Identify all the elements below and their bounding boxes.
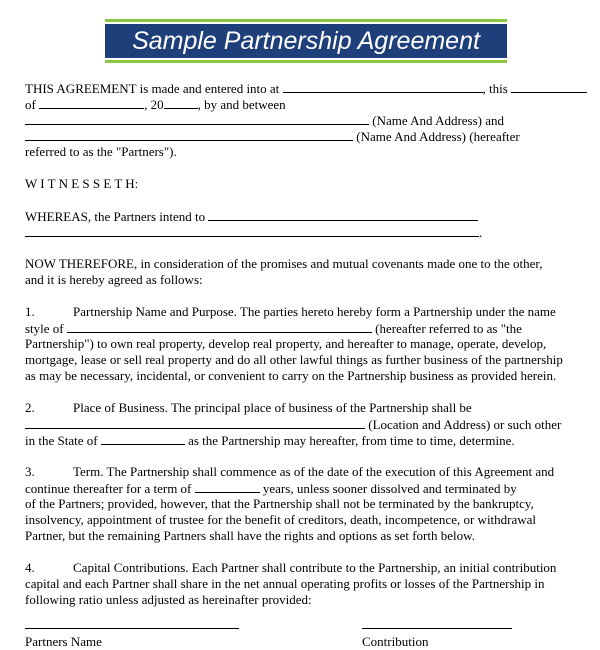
section-1-line-2	[25, 320, 585, 336]
intro-text: of	[25, 97, 36, 112]
intro-text: , by and between	[197, 97, 286, 112]
intent-field-1[interactable]	[208, 208, 478, 221]
section-3-line-5: Partner, but the remaining Partners shall have the rights and options as set forth below.	[25, 528, 475, 543]
partner-1-field[interactable]	[25, 112, 369, 125]
intro-line-2	[25, 96, 585, 112]
intro-line-5: referred to as the "Partners").	[25, 144, 177, 159]
whereas-text: WHEREAS, the Partners intend to	[25, 209, 206, 224]
section-1-line-1	[25, 304, 585, 320]
section-4-line-3: following ratio unless adjusted as hereinafter provided:	[25, 592, 312, 607]
place-field[interactable]	[283, 80, 483, 93]
day-field[interactable]	[511, 80, 587, 93]
contribution-field[interactable]	[362, 628, 512, 629]
term-field[interactable]	[195, 480, 260, 493]
section-number: 1.	[25, 304, 35, 319]
section-text: continue thereafter for a term of	[25, 481, 192, 496]
now-therefore-line-1: NOW THEREFORE, in consideration of the promises and mutual covenants made one to the other,	[25, 256, 543, 271]
intro-text: , 20	[144, 97, 164, 112]
section-number: 2.	[25, 400, 35, 415]
document-title: Sample Partnership Agreement	[105, 24, 507, 58]
whereas-text: .	[479, 225, 483, 240]
section-4-line-1	[25, 560, 585, 576]
intro-text: (Name And Address) (hereafter	[356, 129, 520, 144]
agreement-body	[25, 80, 585, 648]
section-3-line-1	[25, 464, 585, 480]
section-4-line-2: capital and each Partner shall share in the net annual operating profits or losses of the Partnership in	[25, 576, 545, 591]
intro-line-4	[25, 128, 585, 144]
section-text: style of	[25, 321, 64, 336]
intent-field-2[interactable]	[25, 224, 479, 237]
intro-line-3	[25, 112, 585, 128]
intro-text: , this	[482, 81, 508, 96]
partnership-name-field[interactable]	[67, 320, 372, 333]
partners-name-field[interactable]	[25, 628, 239, 629]
intro-text: THIS AGREEMENT is made and entered into at	[25, 81, 280, 96]
section-text: Capital Contributions. Each Partner shall contribute to the Partnership, an initial contribution	[73, 560, 557, 575]
section-3-line-3: of the Partners; provided, however, that the Partnership shall not be terminated by the bankruptcy,	[25, 496, 534, 511]
year-field[interactable]	[164, 96, 198, 109]
section-1-line-5: as may be necessary, incidental, or convenient to carry on the Partnership business as provided herein.	[25, 368, 557, 383]
section-text: Place of Business. The principal place of business of the Partnership shall be	[73, 400, 472, 415]
witnesseth-heading: W I T N E S S E T H:	[25, 176, 139, 191]
whereas-line-2	[25, 224, 585, 240]
section-2-line-2	[25, 416, 585, 432]
section-3-line-4: insolvency, appointment of trustee for the benefit of creditors, death, incompetence, or withdrawal	[25, 512, 537, 527]
state-field[interactable]	[101, 432, 185, 445]
section-1-line-3: Partnership") to own real property, develop real property, and hereafter to manage, operate, develop,	[25, 336, 547, 351]
section-3-line-2	[25, 480, 585, 496]
section-number: 3.	[25, 464, 35, 479]
section-1-line-4: mortgage, lease or sell real property and do all other lawful things as further business of the partnership	[25, 352, 563, 367]
month-field[interactable]	[39, 96, 144, 109]
section-text: Partnership Name and Purpose. The parties hereto hereby form a Partnership under the name	[73, 304, 556, 319]
section-text: as the Partnership may hereafter, from time to time, determine.	[188, 433, 515, 448]
whereas-line-1	[25, 208, 585, 224]
contribution-label: Contribution	[362, 634, 429, 649]
section-text: Term. The Partnership shall commence as of the date of the execution of this Agreement and	[73, 464, 555, 479]
section-text: years, unless sooner dissolved and terminated by	[262, 481, 517, 496]
section-text: (hereafter referred to as "the	[375, 321, 522, 336]
section-2-line-3	[25, 432, 585, 448]
partners-name-label: Partners Name	[25, 634, 102, 649]
section-text: (Location and Address) or such other	[368, 417, 562, 432]
section-number: 4.	[25, 560, 35, 575]
title-banner	[105, 19, 507, 63]
partner-2-field[interactable]	[25, 128, 353, 141]
signature-row	[25, 628, 585, 648]
intro-text: (Name And Address) and	[372, 113, 505, 128]
section-2-line-1	[25, 400, 585, 416]
section-text: in the State of	[25, 433, 98, 448]
now-therefore-line-2: and it is hereby agreed as follows:	[25, 272, 203, 287]
location-field[interactable]	[25, 416, 365, 429]
intro-line-1	[25, 80, 585, 96]
